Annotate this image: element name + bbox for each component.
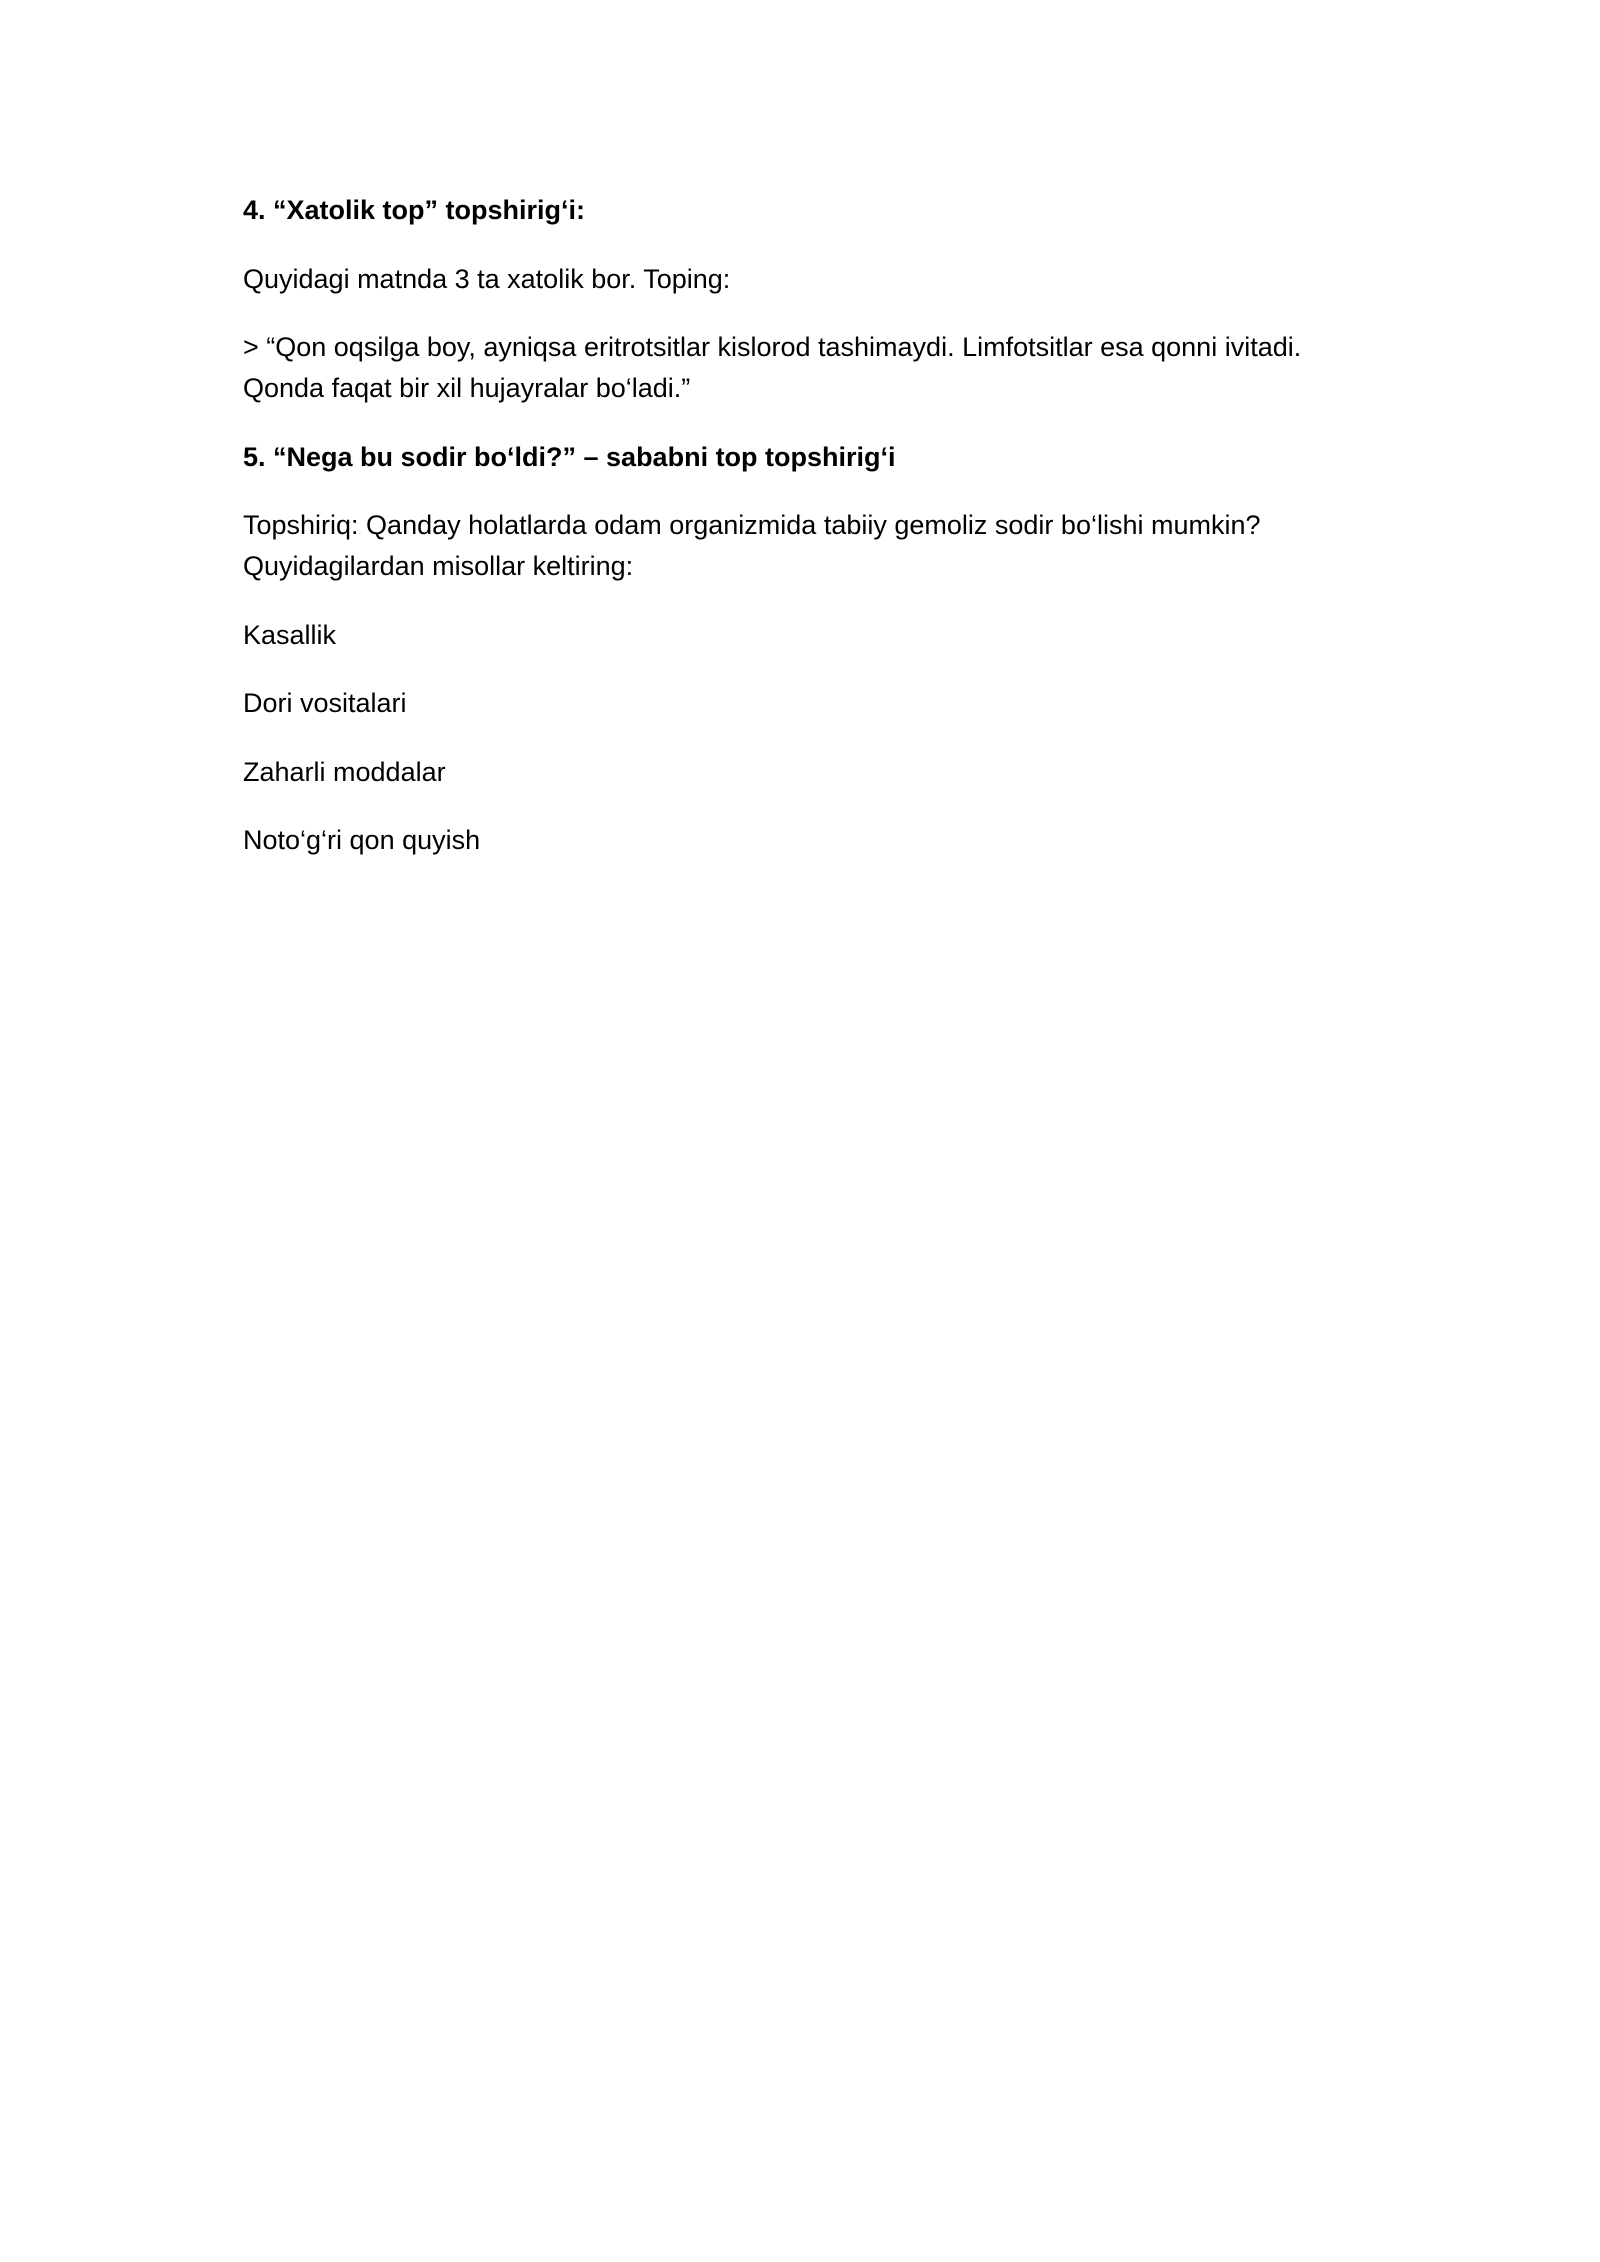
section-5-heading: 5. “Nega bu sodir bo‘ldi?” – sababni top topshirig‘i xyxy=(243,441,896,472)
section-5-task xyxy=(243,505,1373,587)
section-4-quote-line-2: Qonda faqat bir xil hujayralar bo‘ladi.” xyxy=(243,373,691,403)
section-4-quote-line-1: > “Qon oqsilga boy, ayniqsa eritrotsitlar kislorod tashimaydi. Limfotsitlar esa qonni ivitadi. xyxy=(243,332,1302,362)
example-item-drugs: Dori vositalari xyxy=(243,688,407,718)
section-5-task-line-1: Topshiriq: Qanday holatlarda odam organizmida tabiiy gemoliz sodir bo‘lishi mumkin? xyxy=(243,510,1261,540)
section-4-heading: 4. “Xatolik top” topshirig‘i: xyxy=(243,195,586,225)
example-item-disease: Kasallik xyxy=(243,619,337,650)
document-body xyxy=(243,190,1373,889)
example-item-transfusion: Noto‘g‘ri qon quyish xyxy=(243,825,481,855)
section-4-quote xyxy=(243,327,1373,409)
example-item-toxins: Zaharli moddalar xyxy=(243,756,446,787)
section-4-instruction: Quyidagi matnda 3 ta xatolik bor. Toping: xyxy=(243,263,731,294)
section-5-task-line-2: Quyidagilardan misollar keltiring: xyxy=(243,551,634,581)
